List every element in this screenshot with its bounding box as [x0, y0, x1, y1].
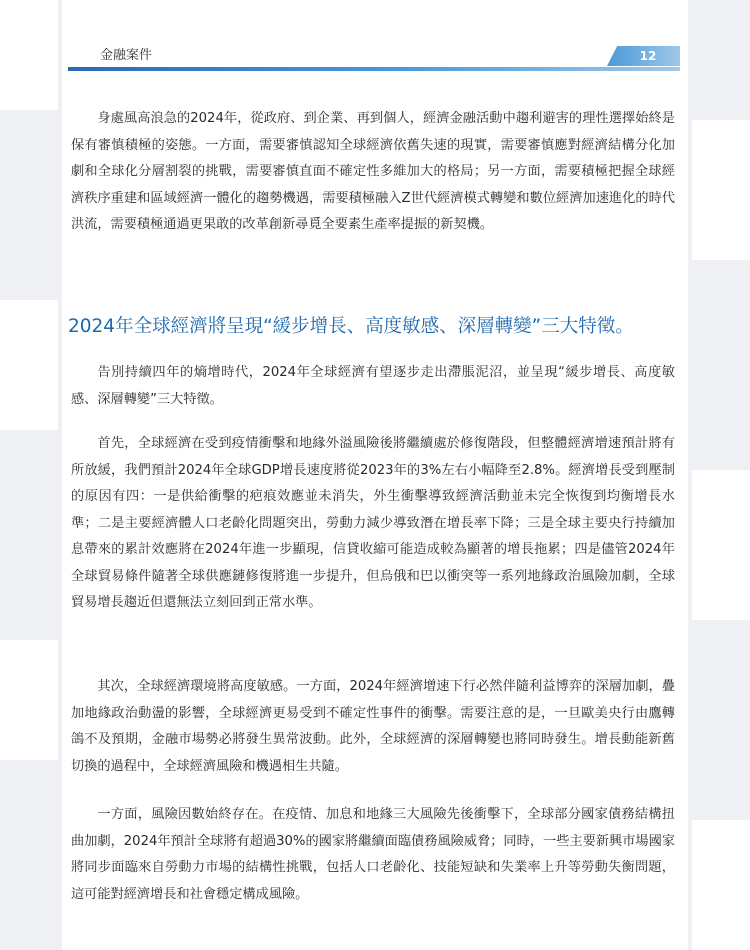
- header-rule: [68, 67, 680, 71]
- background-tile: [692, 120, 750, 260]
- body-paragraph-1: 告別持續四年的熵增時代，2024年全球經濟有望逐步走出滯脹泥沼，並呈現“緩步增長、高度敏感、深層轉變”三大特徵。: [71, 365, 675, 407]
- background-tile: [0, 0, 58, 110]
- header-label: 金融案件: [100, 48, 153, 63]
- intro-paragraph: 身處風高浪急的2024年，從政府、到企業、再到個人，經濟金融活動中趨利避害的理性選擇始終是保有審慎積極的姿態。一方面，需要審慎認知全球經濟依舊失速的現實，需要審慎應對經濟結構分化加劇和全球化分層割裂的挑戰，需要審慎直面不確定性多維加大的格局；另一方面，需要積極把握全球經濟秩序重建和區域經濟一體化的趨勢機遇，需要積極融入Z世代經濟模式轉變和數位經濟加速進化的時代洪流，需要積極通過更果敢的改革創新尋覓全要素生產率提振的新契機。: [71, 111, 675, 232]
- background-tile: [692, 820, 750, 950]
- body-paragraph-3: 其次，全球經濟環境將高度敏感。一方面，2024年經濟增速下行必然伴隨利益博弈的深層加劇，疊加地緣政治動盪的影響，全球經濟更易受到不確定性事件的衝擊。需要注意的是，一旦歐美央行由鷹轉鴿不及預期，金融市場勢必將發生異常波動。此外，全球經濟的深層轉變也將同時發生。增長動能新舊切換的過程中，全球經濟風險和機遇相生共隨。: [71, 679, 675, 774]
- body-paragraph-4: 一方面，風險因數始終存在。在疫情、加息和地緣三大風險先後衝擊下，全球部分國家債務結構扭曲加劇，2024年預計全球將有超過30%的國家將繼續面臨債務風險威脅；同時，一些主要新興市場國家將同步面臨來自勞動力市場的結構性挑戰，包括人口老齡化、技能短缺和失業率上升等勞動失衡問題，這可能對經濟增長和社會穩定構成風險。: [71, 807, 675, 902]
- section-heading: 2024年全球經濟將呈現“緩步增長、高度敏感、深層轉變”三大特徵。: [68, 316, 634, 337]
- background-tile: [692, 470, 750, 620]
- background-tile: [0, 300, 58, 430]
- page-number: 12: [639, 49, 657, 63]
- body-paragraph-2: 首先，全球經濟在受到疫情衝擊和地緣外溢風險後將繼續處於修復階段，但整體經濟增速預計將有所放緩，我們預計2024年全球GDP增長速度將從2023年的3%左右小幅降至2.8%。經濟增長受到壓制的原因有四：一是供給衝擊的疤痕效應並未消失，外生衝擊導致經濟活動並未完全恢復到均衡增長水準；二是主要經濟體人口老齡化問題突出，勞動力減少導致潛在增長率下降；三是全球主要央行持續加息帶來的累計效應將在2024年進一步顯現，信貸收縮可能造成較為顯著的增長拖累；四是儘管2024年全球貿易條件隨著全球供應鏈修復將進一步提升，但烏俄和巴以衝突等一系列地緣政治風險加劇，全球貿易增長趨近但還無法立刻回到正常水準。: [71, 436, 675, 610]
- background-tile: [0, 640, 58, 760]
